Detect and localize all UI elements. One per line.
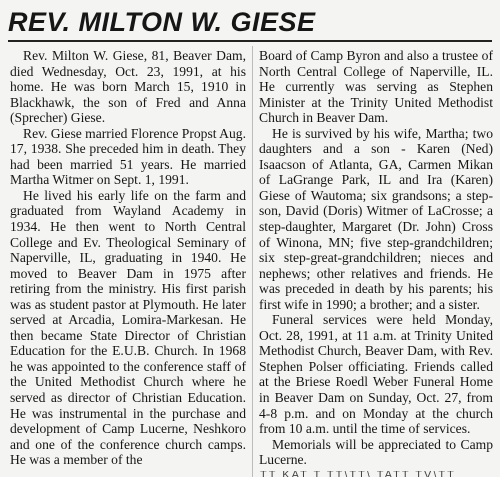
obituary-paragraph-memorials: Memorials will be appreciated to Camp Lucerne.: [259, 436, 493, 468]
next-article-headline-fragment: TT KAT T TT\TT\ TATT TV\TT: [260, 471, 456, 477]
obituary-paragraph-career-continued: Board of Camp Byron and also a trustee of North Central College of Naperville, IL. He currently was serving as Stephen Minister at the Trinity United Methodist Church in Beaver Dam.: [259, 48, 493, 126]
obituary-paragraph-birth: Rev. Milton W. Giese, 81, Beaver Dam, died Wednesday, Oct. 23, 1991, at his home. He was born March 15, 1910 in Blackhawk, the son of Fred and Anna (Sprecher) Giese.: [10, 48, 246, 126]
right-column: [259, 48, 493, 468]
obituary-headline: REV. MILTON W. GIESE: [8, 7, 316, 37]
column-divider: [252, 46, 253, 477]
obituary-paragraph-services: Funeral services were held Monday, Oct. 28, 1991, at 11 a.m. at Trinity United Methodist Church, Beaver Dam, with Rev. Stephen Polser officiating. Friends called at the Briese Roedl Weber Funeral Home in Beaver Dam on Sunday, Oct. 27, from 4-8 p.m. and on Monday at the church from 10 a.m. until the time of services.: [259, 312, 493, 437]
headline-rule: [8, 40, 492, 42]
left-column: [10, 48, 246, 468]
obituary-paragraph-career: He lived his early life on the farm and graduated from Wayland Academy in 1934. He then went to North Central College and Ev. Theological Seminary of Naperville, IL, graduating in 1940. He moved to Beaver Dam in 1975 after retiring from the ministry. His first parish was as student pastor at Plymouth. He later served at Arcadia, Lomira-Markesan. He then became State Director of Christian Education for the E.U.B. Church. In 1968 he was appointed to the conference staff of the United Methodist Church where he served as director of Christian Education. He was instrumental in the purchase and development of Camp Lucerne, Neshkoro and one of the conference church camps. He was a member of the: [10, 187, 246, 468]
obituary-paragraph-survivors: He is survived by his wife, Martha; two daughters and a son - Karen (Ned) Isaacson of Atlanta, GA, Carmen Mikan of LaGrange Park, IL and Ira (Karen) Giese of Wautoma; six grandsons; a step-son, David (Doris) Witmer of LaCrosse; a step-daughter, Margaret (Dr. John) Cross of Winona, MN; five step-grandchildren; six step-great-grandchildren; nieces and nephews; other relatives and friends. He was preceded in death by his parents; his first wife in 1990; a brother; and a sister.: [259, 125, 493, 312]
obituary-paragraph-marriage: Rev. Giese married Florence Propst Aug. 17, 1938. She preceded him in death. They had been married 51 years. He married Martha Witmer on Sept. 1, 1991.: [10, 125, 246, 188]
